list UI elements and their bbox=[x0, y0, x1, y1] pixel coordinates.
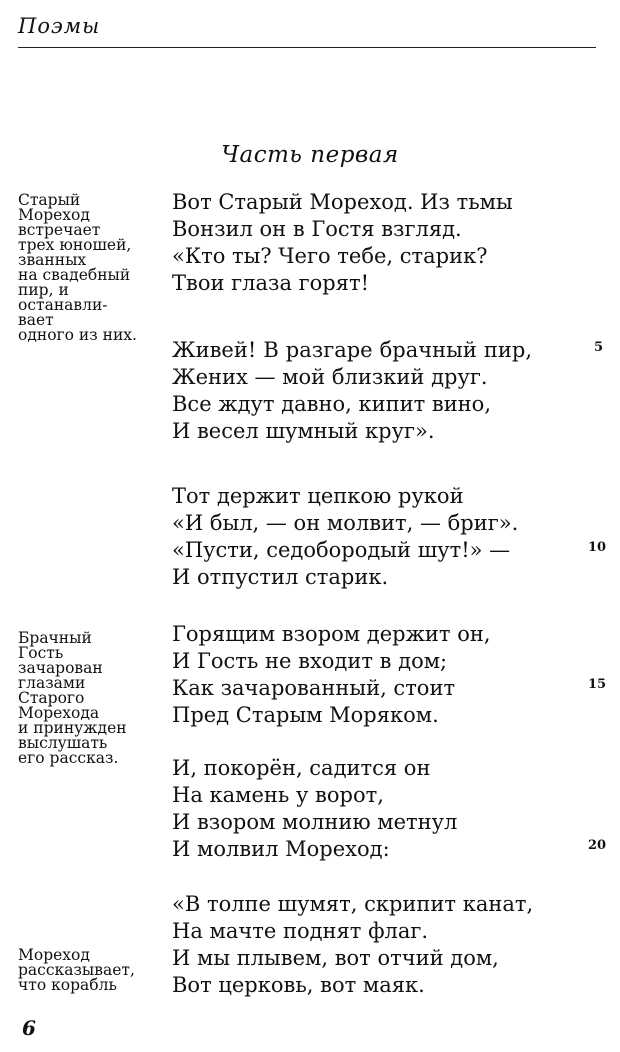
stanza bbox=[172, 891, 532, 999]
gloss-line: и принужден bbox=[18, 719, 127, 737]
verse-line: «Пусти, седобородый шут!» — bbox=[172, 538, 511, 562]
margin-gloss bbox=[18, 948, 158, 993]
verse-line: Как зачарованный, стоит bbox=[172, 676, 456, 700]
line-number: 20 bbox=[588, 838, 607, 853]
verse-line: И взором молнию метнул bbox=[172, 810, 458, 834]
verse-line: И молвил Мореход: bbox=[172, 837, 390, 861]
verse-line: Живей! В разгаре брачный пир, bbox=[172, 338, 532, 362]
verse-line: Жених — мой близкий друг. bbox=[172, 365, 488, 389]
gloss-line: Гость bbox=[18, 644, 64, 662]
gloss-line: что корабль bbox=[18, 976, 117, 994]
line-number: 15 bbox=[588, 677, 607, 692]
verse-line: Твои глаза горят! bbox=[172, 271, 370, 295]
gloss-line: глазами bbox=[18, 674, 86, 692]
verse-line: Все ждут давно, кипит вино, bbox=[172, 392, 491, 416]
verse-line: И Гость не входит в дом; bbox=[172, 649, 448, 673]
verse-line: И, покорён, садится он bbox=[172, 756, 431, 780]
stanza bbox=[172, 483, 532, 591]
page-number: 6 bbox=[22, 1016, 36, 1040]
head-rule bbox=[18, 47, 596, 48]
gloss-line: Брачный bbox=[18, 629, 92, 647]
stanza bbox=[172, 189, 532, 297]
verse-line: На камень у ворот, bbox=[172, 783, 384, 807]
gloss-line: званных bbox=[18, 251, 87, 269]
gloss-line: встречает bbox=[18, 221, 101, 239]
gloss-line: выслушать bbox=[18, 734, 108, 752]
verse-line: И мы плывем, вот отчий дом, bbox=[172, 946, 499, 970]
verse-line: Тот держит цепкою рукой bbox=[172, 484, 464, 508]
running-head: Поэмы bbox=[18, 14, 101, 38]
gloss-line: на свадебный bbox=[18, 266, 131, 284]
gloss-line: вает bbox=[18, 311, 54, 329]
line-number: 5 bbox=[594, 340, 604, 355]
verse-line: Горящим взором держит он, bbox=[172, 622, 491, 646]
verse-line: «В толпе шумят, скрипит канат, bbox=[172, 892, 534, 916]
gloss-line: Мореход bbox=[18, 946, 90, 964]
margin-gloss bbox=[18, 193, 158, 343]
gloss-line: рассказывает, bbox=[18, 961, 135, 979]
gloss-line: пир, и bbox=[18, 281, 69, 299]
gloss-line: его рассказ. bbox=[18, 749, 119, 767]
stanza bbox=[172, 337, 532, 445]
verse-line: Пред Старым Моряком. bbox=[172, 703, 439, 727]
verse-line: «Кто ты? Чего тебе, старик? bbox=[172, 244, 488, 268]
verse-line: Вот церковь, вот маяк. bbox=[172, 973, 425, 997]
line-number: 10 bbox=[588, 540, 607, 555]
verse-line: Вот Старый Мореход. Из тьмы bbox=[172, 190, 513, 214]
verse-line: И весел шумный круг». bbox=[172, 419, 435, 443]
stanza bbox=[172, 621, 532, 729]
part-title: Часть первая bbox=[221, 142, 399, 168]
gloss-line: одного из них. bbox=[18, 326, 137, 344]
gloss-line: Морехода bbox=[18, 704, 100, 722]
gloss-line: зачарован bbox=[18, 659, 103, 677]
gloss-line: останавли- bbox=[18, 296, 108, 314]
verse-line: «И был, — он молвит, — бриг». bbox=[172, 511, 519, 535]
margin-gloss bbox=[18, 631, 158, 766]
gloss-line: Старый bbox=[18, 191, 81, 209]
gloss-line: трех юношей, bbox=[18, 236, 132, 254]
gloss-line: Мореход bbox=[18, 206, 90, 224]
verse-line: Вонзил он в Гостя взгляд. bbox=[172, 217, 462, 241]
verse-line: И отпустил старик. bbox=[172, 565, 389, 589]
verse-line: На мачте поднят флаг. bbox=[172, 919, 429, 943]
stanza bbox=[172, 755, 532, 863]
gloss-line: Старого bbox=[18, 689, 85, 707]
